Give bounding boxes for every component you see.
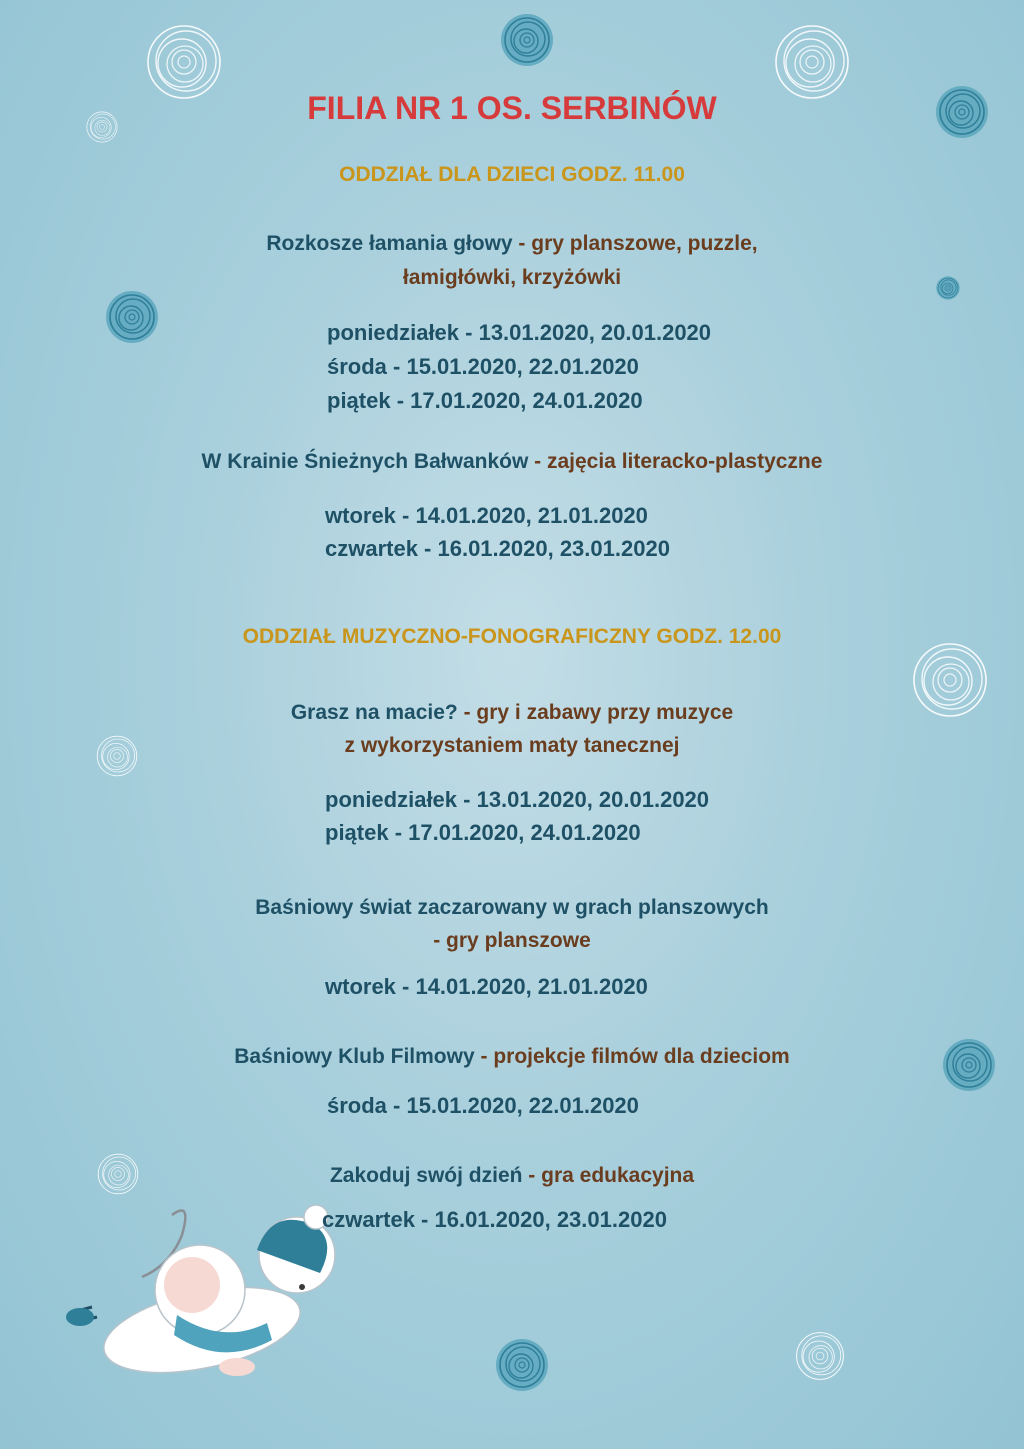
event-separator: -: [528, 450, 547, 473]
event-description: gry i zabawy przy muzyce: [476, 701, 734, 724]
blue-circle-icon: [496, 1339, 548, 1391]
event-description: gra edukacyjna: [541, 1164, 695, 1187]
blue-circle-icon: [501, 14, 553, 66]
event-rozkosze: [0, 232, 1024, 256]
event-date: środa - 15.01.2020, 22.01.2020: [327, 354, 639, 379]
skating-mouse-illustration: [52, 1195, 342, 1385]
page-title: FILIA NR 1 OS. SERBINÓW: [307, 90, 717, 126]
event-grasz: [0, 701, 1024, 725]
event-date: czwartek - 16.01.2020, 23.01.2020: [322, 1207, 667, 1232]
event-name: Zakoduj swój dzień: [329, 1164, 523, 1187]
event-description-continued: z wykorzystaniem maty tanecznej: [344, 734, 680, 757]
event-description: projekcje filmów dla dzieciom: [493, 1045, 790, 1068]
event-name: Grasz na macie?: [290, 701, 458, 724]
event-zakoduj: [0, 1164, 1024, 1188]
event-date: środa - 15.01.2020, 22.01.2020: [327, 1093, 639, 1118]
event-separator: -: [522, 1164, 542, 1187]
event-separator: -: [457, 701, 477, 724]
event-klub-filmowy: [0, 1045, 1024, 1069]
event-description: - gry planszowe: [433, 929, 591, 952]
event-date: poniedziałek - 13.01.2020, 20.01.2020: [327, 320, 712, 345]
event-name: Baśniowy Klub Filmowy: [234, 1045, 475, 1068]
event-date: wtorek - 14.01.2020, 21.01.2020: [325, 503, 648, 528]
event-separator: -: [474, 1045, 494, 1068]
event-krainie: [0, 450, 1024, 474]
event-date: poniedziałek - 13.01.2020, 20.01.2020: [325, 787, 710, 812]
event-date: czwartek - 16.01.2020, 23.01.2020: [325, 536, 670, 561]
event-description: zajęcia literacko-plastyczne: [546, 450, 823, 473]
section-heading-children: ODDZIAŁ DLA DZIECI GODZ. 11.00: [339, 163, 685, 186]
event-description-continued: łamigłówki, krzyżówki: [402, 266, 622, 289]
event-name: Baśniowy świat zaczarowany w grach planszowych: [255, 896, 769, 919]
event-date: piątek - 17.01.2020, 24.01.2020: [325, 820, 641, 845]
snowflake-icon: [148, 26, 220, 98]
event-description: gry planszowe, puzzle,: [531, 232, 758, 255]
section-heading-music: ODDZIAŁ MUZYCZNO-FONOGRAFICZNY GODZ. 12.00: [242, 625, 782, 648]
event-date: piątek - 17.01.2020, 24.01.2020: [327, 388, 643, 413]
event-separator: -: [512, 232, 532, 255]
event-date: wtorek - 14.01.2020, 21.01.2020: [325, 974, 648, 999]
event-name: Rozkosze łamania głowy: [266, 232, 513, 255]
blue-circle-icon: [106, 291, 158, 343]
event-name: W Krainie Śnieżnych Bałwanków: [201, 450, 529, 473]
snowflake-icon: [797, 1333, 844, 1380]
snowflake-icon: [776, 26, 848, 98]
